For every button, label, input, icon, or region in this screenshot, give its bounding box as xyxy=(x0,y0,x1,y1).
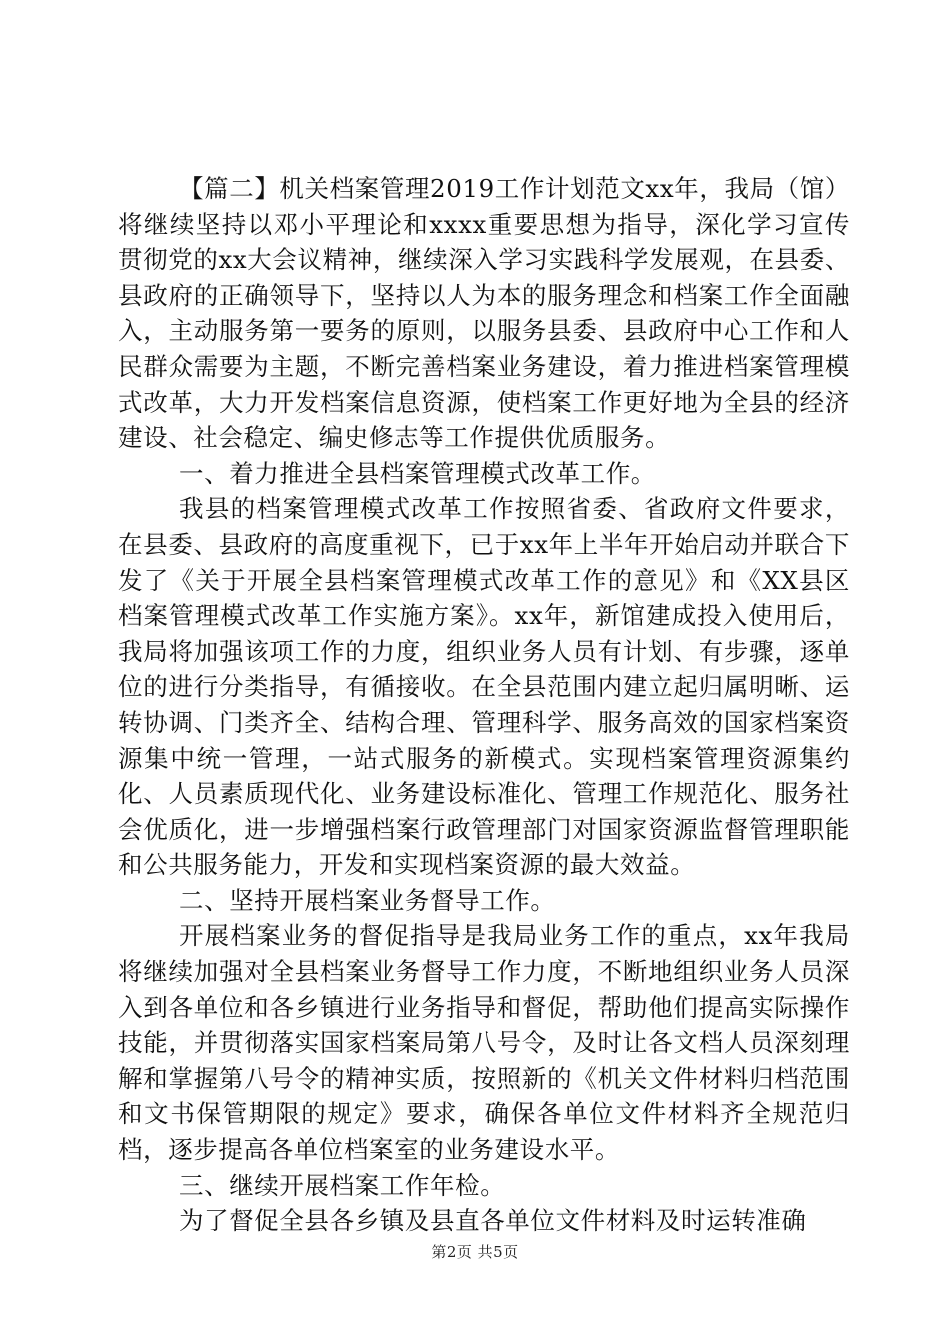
document-body xyxy=(118,171,850,1239)
section-2-paragraph: 开展档案业务的督促指导是我局业务工作的重点，xx年我局将继续加强对全县档案业务督导工作力度，不断地组织业务人员深入到各单位和各乡镇进行业务指导和督促，帮助他们提高实际操作技能，并贯彻落实国家档案局第八号令，及时让各文档人员深刻理解和掌握第八号令的精神实质，按照新的《机关文件材料归档范围和文书保管期限的规定》要求，确保各单位文件材料齐全规范归档，逐步提高各单位档案室的业务建设水平。 xyxy=(118,921,850,1165)
section-heading-3: 三、继续开展档案工作年检。 xyxy=(179,1170,506,1200)
section-3-paragraph: 为了督促全县各乡镇及县直各单位文件材料及时运转准确 xyxy=(179,1206,807,1236)
page-number-footer: 第2页 共5页 xyxy=(431,1243,519,1261)
section-1-paragraph: 我县的档案管理模式改革工作按照省委、省政府文件要求，在县委、县政府的高度重视下，已于xx年上半年开始启动并联合下发了《关于开展全县档案管理模式改革工作的意见》和《XX县区档案管理模式改革工作实施方案》。xx年，新馆建成投入使用后，我局将加强该项工作的力度，组织业务人员有计划、有步骤，逐单位的进行分类指导，有循接收。在全县范围内建立起归属明晰、运转协调、门类齐全、结构合理、管理科学、服务高效的国家档案资源集中统一管理，一站式服务的新模式。实现档案管理资源集约化、人员素质现代化、业务建设标准化、管理工作规范化、服务社会优质化，进一步增强档案行政管理部门对国家资源监督管理职能和公共服务能力，开发和实现档案资源的最大效益。 xyxy=(118,494,850,880)
section-heading-2: 二、坚持开展档案业务督导工作。 xyxy=(179,885,556,915)
intro-paragraph: 【篇二】机关档案管理2019工作计划范文xx年，我局（馆）将继续坚持以邓小平理论和xxxx重要思想为指导，深化学习宣传贯彻党的xx大会议精神，继续深入学习实践科学发展观，在县委、县政府的正确领导下，坚持以人为本的服务理念和档案工作全面融入，主动服务第一要务的原则，以服务县委、县政府中心工作和人民群众需要为主题，不断完善档案业务建设，着力推进档案管理模式改革，大力开发档案信息资源，使档案工作更好地为全县的经济建设、社会稳定、编史修志等工作提供优质服务。 xyxy=(118,174,850,453)
section-heading-1: 一、着力推进全县档案管理模式改革工作。 xyxy=(179,458,656,488)
